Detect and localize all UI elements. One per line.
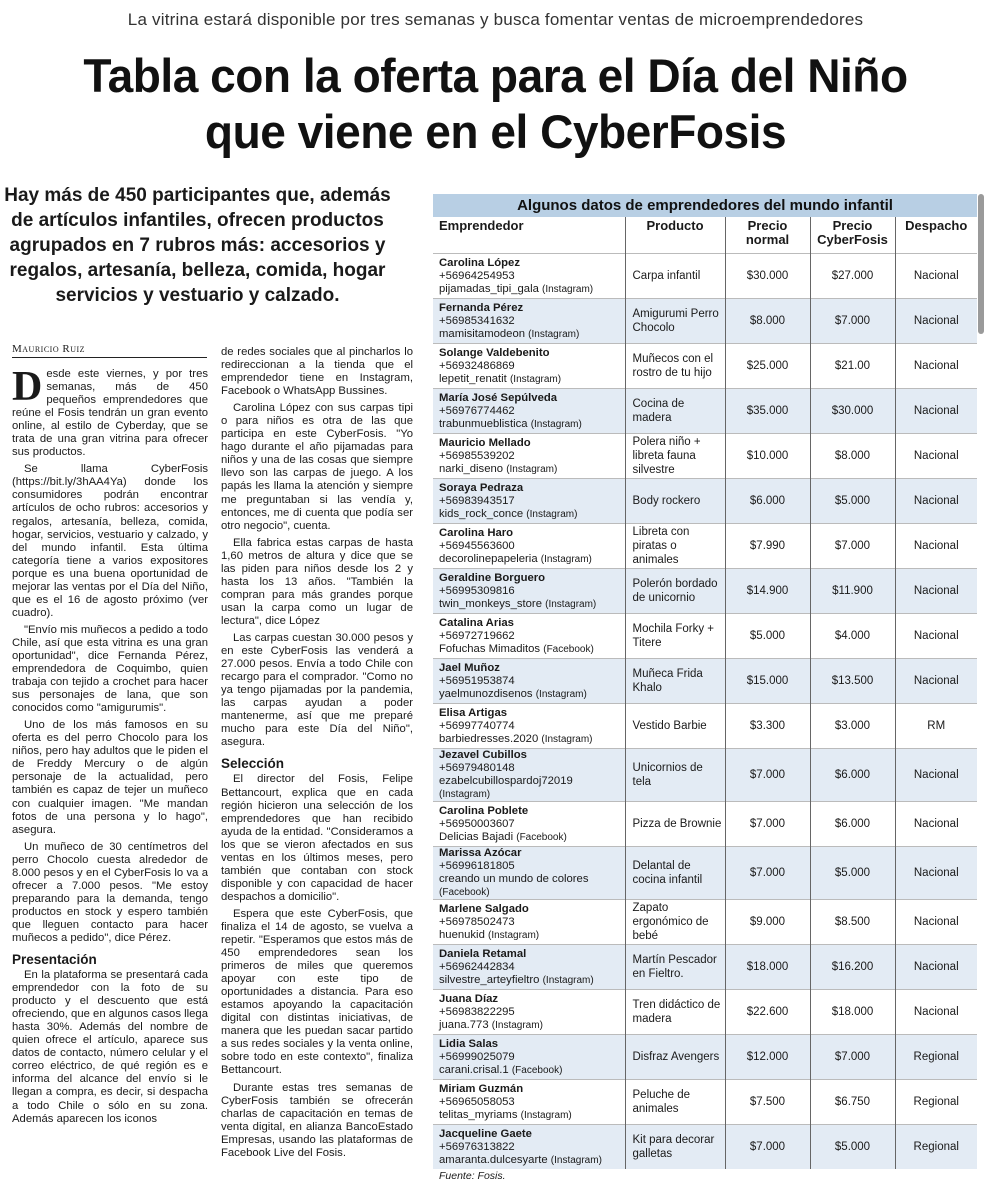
cell-precio-normal: $18.000 (725, 945, 810, 990)
article-paragraph: de redes sociales que al pincharlos lo redireccionan a la tienda que el emprendedor tiene en Instagram, Facebook o WhatsApp Bussines. (221, 346, 413, 398)
article-paragraph: Desde este viernes, y por tres semanas, más de 450 pequeños emprendedores que reúne el Fosis tendrán un gran evento online, al estilo de Cyberday, que se trata de una gran vitrina para ofrecer sus productos. (12, 368, 208, 459)
cell-emprendedor (433, 900, 625, 945)
entrepreneur-name: Daniela Retamal (439, 947, 527, 960)
article-column-2 (221, 346, 413, 1196)
entrepreneur-handle: trabunmueblistica (Instagram) (439, 417, 582, 430)
header-producto: Producto (625, 217, 725, 254)
cell-despacho: Nacional (895, 389, 977, 434)
entrepreneur-handle: mamisitamodeon (Instagram) (439, 327, 580, 340)
cell-despacho: Nacional (895, 524, 977, 569)
cell-despacho: Regional (895, 1080, 977, 1125)
table-row (433, 1080, 977, 1125)
cell-producto: Mochila Forky + Titere (625, 614, 725, 659)
entrepreneur-name: Jacqueline Gaete (439, 1127, 532, 1140)
entrepreneur-handle: decorolinepapeleria (Instagram) (439, 552, 592, 565)
table-row (433, 254, 977, 299)
cell-producto: Peluche de animales (625, 1080, 725, 1125)
cell-despacho: Nacional (895, 847, 977, 900)
table-row (433, 802, 977, 847)
cell-producto: Tren didáctico de madera (625, 990, 725, 1035)
cell-precio-cyberfosis: $18.000 (810, 990, 895, 1035)
entrepreneur-handle: Fofuchas Mimaditos (Facebook) (439, 642, 594, 655)
table-row (433, 945, 977, 990)
article-paragraph: Se llama CyberFosis (https://bit.ly/3hAA4Ya) donde los consumidores podrán encontrar artículos de ocho rubros: accesorios y regalos, artesanía, belleza, comida, hogar, servicios, vestuario y calzado, y del mundo infantil. Esta última categoría tiene a varios expositores porque es una buena oportunidad de mejorar las ventas por el Día del Niño, que es el 16 de agosto próximo (ver cuadro). (12, 463, 208, 619)
cell-precio-cyberfosis: $5.000 (810, 847, 895, 900)
cell-emprendedor (433, 299, 625, 344)
entrepreneur-handle: huenukid (Instagram) (439, 928, 540, 941)
cell-precio-normal: $7.000 (725, 749, 810, 802)
headline (10, 48, 981, 160)
entrepreneur-handle: narki_diseno (Instagram) (439, 462, 558, 475)
entrepreneur-name: Miriam Guzmán (439, 1082, 524, 1095)
cell-precio-cyberfosis: $6.000 (810, 749, 895, 802)
cell-emprendedor (433, 569, 625, 614)
cell-despacho: Nacional (895, 344, 977, 389)
kicker: La vitrina estará disponible por tres semanas y busca fomentar ventas de microemprendedores (127, 10, 864, 29)
subhead-presentacion: Presentación (12, 952, 97, 968)
entrepreneur-phone: +56932486869 (439, 359, 515, 372)
entrepreneur-phone: +56985341632 (439, 314, 515, 327)
cell-precio-normal: $12.000 (725, 1035, 810, 1080)
entrepreneur-name: Elisa Artigas (439, 706, 508, 719)
entrepreneur-name: Catalina Arias (439, 616, 514, 629)
article-paragraph: Un muñeco de 30 centímetros del perro Chocolo cuesta alrededor de 8.000 pesos y en el CyberFosis lo va a ofrecer a 7.000 pesos. "Me estoy preparando para la demanda, tengo productos en stock y espero también que lleguen contacto para hacer muñecos a pedido", dice Pérez. (12, 840, 208, 944)
cell-emprendedor (433, 847, 625, 900)
header-precio-cyberfosis: Precio CyberFosis (810, 217, 895, 254)
cell-producto: Martín Pescador en Fieltro. (625, 945, 725, 990)
cell-precio-cyberfosis: $5.000 (810, 479, 895, 524)
cell-emprendedor (433, 479, 625, 524)
cell-precio-normal: $30.000 (725, 254, 810, 299)
entrepreneur-name: Geraldine Borguero (439, 571, 546, 584)
cell-producto: Vestido Barbie (625, 704, 725, 749)
cell-precio-normal: $15.000 (725, 659, 810, 704)
cell-despacho: Nacional (895, 945, 977, 990)
header-precio-normal: Precio normal (725, 217, 810, 254)
cell-precio-normal: $25.000 (725, 344, 810, 389)
summary: Hay más de 450 participantes que, además de artículos infantiles, ofrecen productos agrupados en 7 rubros más: accesorios y regalos, artesanía, belleza, comida, hogar servicios y vestuario y calzado. (4, 185, 391, 306)
cell-producto: Unicornios de tela (625, 749, 725, 802)
cell-precio-normal: $8.000 (725, 299, 810, 344)
entrepreneur-handle: kids_rock_conce (Instagram) (439, 507, 578, 520)
entrepreneur-name: Jael Muñoz (439, 661, 500, 674)
cell-despacho: Nacional (895, 434, 977, 479)
article-paragraph: Durante estas tres semanas de CyberFosis también se ofrecerán charlas de capacitación en temas de venta digital, en alianza BancoEstado Empresas, usando las plataformas de Facebook Live del Fosis. (221, 1081, 413, 1159)
cell-emprendedor (433, 389, 625, 434)
entrepreneur-phone: +56985539202 (439, 449, 515, 462)
cell-emprendedor (433, 434, 625, 479)
cell-emprendedor (433, 1035, 625, 1080)
cell-despacho: Nacional (895, 614, 977, 659)
cell-precio-cyberfosis: $6.000 (810, 802, 895, 847)
cell-producto: Delantal de cocina infantil (625, 847, 725, 900)
entrepreneur-handle: amaranta.dulcesyarte (Instagram) (439, 1153, 602, 1166)
cell-despacho: RM (895, 704, 977, 749)
cell-precio-normal: $7.000 (725, 1125, 810, 1170)
entrepreneur-handle: Delicias Bajadi (Facebook) (439, 830, 567, 843)
cell-producto: Amigurumi Perro Chocolo (625, 299, 725, 344)
article-paragraph: En la plataforma se presentará cada emprendedor con la foto de su producto y el descuento que está ofreciendo, que en algunos casos llega hasta 30%. Además del nombre de quien ofrece el artículo, aparece sus datos de contacto, número celular y el correo eléctrico, de qué región es e informa del alcance del envío si le llegan a compra, es decir, si despacha a todo Chile o sólo en su zona. Además aparecen los iconos (12, 969, 208, 1125)
byline: Mauricio Ruiz (12, 343, 207, 358)
table-row (433, 847, 977, 900)
entrepreneurs-table (433, 194, 977, 1182)
entrepreneur-name: María José Sepúlveda (439, 391, 558, 404)
table-row (433, 1035, 977, 1080)
cell-precio-cyberfosis: $8.500 (810, 900, 895, 945)
cell-precio-normal: $5.000 (725, 614, 810, 659)
table-row (433, 659, 977, 704)
entrepreneur-phone: +56965058053 (439, 1095, 515, 1108)
cell-precio-cyberfosis: $3.000 (810, 704, 895, 749)
cell-emprendedor (433, 524, 625, 569)
headline-line-1: Tabla con la oferta para el Día del Niño (83, 49, 908, 102)
table-row (433, 434, 977, 479)
cell-emprendedor (433, 254, 625, 299)
entrepreneur-name: Marissa Azócar (439, 847, 522, 859)
table-row (433, 299, 977, 344)
entrepreneur-phone: +56979480148 (439, 762, 515, 774)
entrepreneur-phone: +56972719662 (439, 629, 515, 642)
cell-precio-cyberfosis: $8.000 (810, 434, 895, 479)
table-row (433, 900, 977, 945)
article-column-1 (12, 368, 208, 1198)
cell-emprendedor (433, 659, 625, 704)
cell-precio-cyberfosis: $11.900 (810, 569, 895, 614)
header-emprendedor: Emprendedor (439, 218, 524, 233)
article-paragraph: Uno de los más famosos en su oferta es del perro Chocolo para los niños, pero hay adultos que le piden el de Freddy Mercury o de algún personaje de la actualidad, pero también es capaz de tejer un muñeco con cualquier imagen. "Me mandan fotos de una persona y lo hago", asegura. (12, 719, 208, 836)
cell-emprendedor (433, 749, 625, 802)
entrepreneur-name: Carolina Haro (439, 526, 514, 539)
cell-precio-normal: $7.000 (725, 847, 810, 900)
table-header-row (433, 217, 977, 254)
cell-despacho: Nacional (895, 569, 977, 614)
table-title: Algunos datos de emprendedores del mundo infantil (433, 194, 977, 217)
cell-despacho: Nacional (895, 900, 977, 945)
article-paragraph: Las carpas cuestan 30.000 pesos y en este CyberFosis las venderá a 27.000 pesos. Envía a todo Chile con recargo para el comprador. "Como no ya tengo pijamadas por la pandemia, las carpas ayudan a poder mantenerme, así que me preparé mucho para este Día del Niño", asegura. (221, 631, 413, 749)
entrepreneur-phone: +56995309816 (439, 584, 515, 597)
cell-precio-cyberfosis: $7.000 (810, 524, 895, 569)
table-row (433, 524, 977, 569)
cell-precio-normal: $22.600 (725, 990, 810, 1035)
table-row (433, 479, 977, 524)
cell-precio-normal: $3.300 (725, 704, 810, 749)
cell-precio-cyberfosis: $4.000 (810, 614, 895, 659)
table-row (433, 749, 977, 802)
cell-precio-cyberfosis: $6.750 (810, 1080, 895, 1125)
cell-precio-normal: $7.500 (725, 1080, 810, 1125)
entrepreneur-name: Solange Valdebenito (439, 346, 550, 359)
article-paragraph: El director del Fosis, Felipe Bettancourt, explica que en cada región hicieron una selección de los emprendedores que han recibido ayuda de la entidad. "Consideramos a los que se vieron afectados en sus ventas en los últimos meses, pero también que contaban con stock disponible y con capacidad de hacer despachos a domicilio". (221, 773, 413, 903)
cell-precio-cyberfosis: $7.000 (810, 299, 895, 344)
entrepreneur-name: Jezavel Cubillos (439, 749, 527, 761)
cell-despacho: Nacional (895, 299, 977, 344)
entrepreneur-handle: carani.crisal.1 (Facebook) (439, 1063, 563, 1076)
table-row (433, 344, 977, 389)
entrepreneur-name: Lidia Salas (439, 1037, 499, 1050)
header-despacho: Despacho (895, 217, 977, 254)
entrepreneur-handle: juana.773 (Instagram) (439, 1018, 543, 1031)
cell-despacho: Nacional (895, 749, 977, 802)
entrepreneur-phone: +56962442834 (439, 960, 515, 973)
cell-despacho: Regional (895, 1125, 977, 1170)
subhead-seleccion: Selección (221, 756, 285, 772)
cell-emprendedor (433, 614, 625, 659)
cell-emprendedor (433, 945, 625, 990)
scrollbar[interactable] (978, 194, 984, 334)
table-row (433, 1125, 977, 1170)
entrepreneur-handle: ezabelcubillospardoj72019 (Instagram) (439, 775, 573, 800)
cell-emprendedor (433, 1125, 625, 1170)
data-table (433, 217, 977, 1169)
cell-emprendedor (433, 990, 625, 1035)
cell-despacho: Nacional (895, 990, 977, 1035)
cell-emprendedor (433, 704, 625, 749)
cell-precio-cyberfosis: $13.500 (810, 659, 895, 704)
entrepreneur-handle: pijamadas_tipi_gala (Instagram) (439, 282, 594, 295)
entrepreneur-handle: twin_monkeys_store (Instagram) (439, 597, 597, 610)
entrepreneur-name: Marlene Salgado (439, 902, 529, 915)
cell-producto: Carpa infantil (625, 254, 725, 299)
cell-precio-cyberfosis: $30.000 (810, 389, 895, 434)
cell-producto: Polera niño + libreta fauna silvestre (625, 434, 725, 479)
headline-line-2: que viene en el CyberFosis (204, 105, 787, 158)
entrepreneur-phone: +56951953874 (439, 674, 515, 687)
table-row (433, 389, 977, 434)
article-paragraph: Ella fabrica estas carpas de hasta 1,60 metros de altura y dice que se las piden para niños desde los 2 y hasta los 13 años. "También la compran para más grandes porque usan la carpa como un lugar de lectura", dice López (221, 536, 413, 627)
cell-producto: Disfraz Avengers (625, 1035, 725, 1080)
entrepreneur-handle: yaelmunozdisenos (Instagram) (439, 687, 587, 700)
table-row (433, 569, 977, 614)
entrepreneur-name: Carolina López (439, 256, 520, 269)
cell-precio-cyberfosis: $27.000 (810, 254, 895, 299)
entrepreneur-name: Juana Díaz (439, 992, 499, 1005)
cell-despacho: Nacional (895, 479, 977, 524)
entrepreneur-name: Mauricio Mellado (439, 436, 531, 449)
cell-precio-cyberfosis: $21.00 (810, 344, 895, 389)
cell-producto: Libreta con piratas o animales (625, 524, 725, 569)
article-paragraph: Espera que este CyberFosis, que finaliza el 14 de agosto, se vuelva a repetir. "Esperamos que estos más de 450 emprendedores sean los primeros de miles que queremos apoyar con este tipo de oportunidades a distancia. Para eso estamos apoyando la capacitación digital con distintas iniciativas, de manera que les puedan sacar partido a sus redes sociales y la venta online, sobre todo en este contexto", finaliza Bettancourt. (221, 907, 413, 1077)
entrepreneur-name: Fernanda Pérez (439, 301, 524, 314)
entrepreneur-phone: +56976774462 (439, 404, 515, 417)
entrepreneur-phone: +56978502473 (439, 915, 515, 928)
entrepreneur-handle: creando un mundo de colores (Facebook) (439, 873, 589, 898)
cell-precio-normal: $6.000 (725, 479, 810, 524)
cell-emprendedor (433, 802, 625, 847)
entrepreneur-phone: +56997740774 (439, 719, 515, 732)
cell-precio-cyberfosis: $16.200 (810, 945, 895, 990)
table-body (433, 254, 977, 1170)
article-paragraph: Carolina López con sus carpas tipi o para niños es otra de las que participa en este CyberFosis. "Yo hago durante el año pijamadas para niños y una de las cosas que siempre llevo son las carpas de juego. A los papás les llama la atención y siempre me preguntaban si las vendía y, entonces, me di cuenta que podía ser otro negocio", cuenta. (221, 402, 413, 532)
entrepreneur-handle: barbiedresses.2020 (Instagram) (439, 732, 593, 745)
cell-precio-normal: $9.000 (725, 900, 810, 945)
entrepreneur-phone: +56950003607 (439, 817, 515, 830)
cell-producto: Muñeca Frida Khalo (625, 659, 725, 704)
entrepreneur-phone: +56996181805 (439, 860, 515, 872)
entrepreneur-name: Soraya Pedraza (439, 481, 524, 494)
cell-precio-cyberfosis: $7.000 (810, 1035, 895, 1080)
cell-producto: Body rockero (625, 479, 725, 524)
entrepreneur-phone: +56983822295 (439, 1005, 515, 1018)
cell-producto: Cocina de madera (625, 389, 725, 434)
table-row (433, 614, 977, 659)
cell-producto: Muñecos con el rostro de tu hijo (625, 344, 725, 389)
cell-despacho: Nacional (895, 659, 977, 704)
entrepreneur-phone: +56983943517 (439, 494, 515, 507)
cell-producto: Kit para decorar galletas (625, 1125, 725, 1170)
table-source: Fuente: Fosis. (439, 1170, 506, 1182)
cell-producto: Zapato ergonómico de bebé (625, 900, 725, 945)
cell-despacho: Regional (895, 1035, 977, 1080)
cell-producto: Polerón bordado de unicornio (625, 569, 725, 614)
entrepreneur-phone: +56999025079 (439, 1050, 515, 1063)
table-row (433, 990, 977, 1035)
entrepreneur-phone: +56964254953 (439, 269, 515, 282)
cell-precio-normal: $10.000 (725, 434, 810, 479)
cell-producto: Pizza de Brownie (625, 802, 725, 847)
cell-precio-normal: $7.990 (725, 524, 810, 569)
cell-emprendedor (433, 1080, 625, 1125)
cell-precio-normal: $35.000 (725, 389, 810, 434)
cell-despacho: Nacional (895, 254, 977, 299)
entrepreneur-phone: +56945563600 (439, 539, 515, 552)
entrepreneur-name: Carolina Poblete (439, 804, 529, 817)
entrepreneur-handle: silvestre_arteyfieltro (Instagram) (439, 973, 594, 986)
entrepreneur-handle: lepetit_renatit (Instagram) (439, 372, 562, 385)
cell-precio-normal: $14.900 (725, 569, 810, 614)
entrepreneur-phone: +56976313822 (439, 1140, 515, 1153)
cell-precio-normal: $7.000 (725, 802, 810, 847)
article-paragraph: "Envío mis muñecos a pedido a todo Chile, así que esta vitrina es una gran oportunidad", dice Fernanda Pérez, emprendedora de Coquimbo, quien trabaja con tejido a crochet para hacer sus personajes de lana, que son conocidos como "amigurumis". (12, 623, 208, 715)
dropcap: D (12, 368, 43, 410)
cell-precio-cyberfosis: $5.000 (810, 1125, 895, 1170)
table-row (433, 704, 977, 749)
cell-despacho: Nacional (895, 802, 977, 847)
entrepreneur-handle: telitas_myriams (Instagram) (439, 1108, 572, 1121)
cell-emprendedor (433, 344, 625, 389)
